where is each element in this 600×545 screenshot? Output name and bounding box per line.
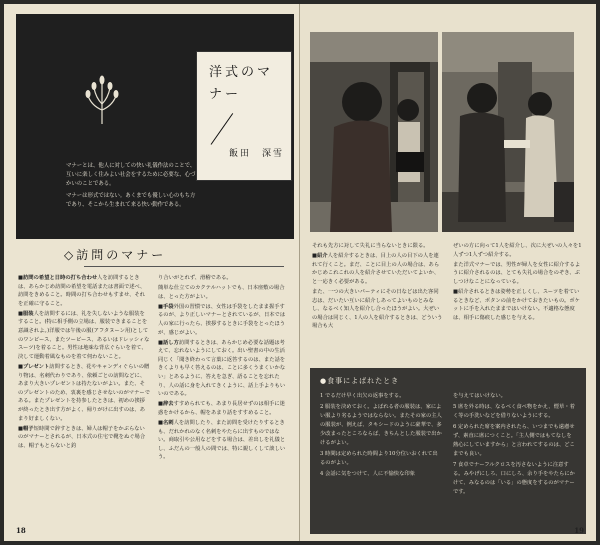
paragraph-text: り合いがとれず、滑稽である。 <box>158 275 232 281</box>
photo-image <box>442 32 574 232</box>
text-column <box>312 242 443 360</box>
box-heading: ●食事によばれたとき <box>320 377 400 385</box>
box-item: 2 服装を決めておく。よばれる者の服装は、家によい服より劣るようではならない。またその家の主人の服装が、例えば、タキシードのように豪華で、多少改まったところならば、きちんとした服装で出かけるがよい。 <box>320 404 442 446</box>
photo-offering-gift <box>442 32 574 232</box>
paragraph-text: 簡単な仕立てのカクテルハットでも、日本座敷の場合は、とった方がよい。 <box>158 285 285 300</box>
paragraph <box>453 288 584 322</box>
flower-illustration-icon <box>82 70 122 126</box>
text-column <box>158 274 290 519</box>
paragraph-text: それも先方に対して失礼に当らないときに限る。 <box>312 243 429 249</box>
dinner-invitation-box <box>310 368 586 534</box>
paragraph-heading: ■プレゼント <box>18 363 50 370</box>
paragraph <box>158 400 290 417</box>
paragraph <box>158 419 290 462</box>
page-number: 19 <box>574 526 584 535</box>
paragraph-text: 人を訪問するときは、あらかじめ訪問の希望を電話または書面で述べ、訪問をきめること。時間の打ち合わせもすませ、それを正確に守ること。 <box>18 275 146 307</box>
box-item: 3 時間は定められた時間より10分位いおくれて出るのがよい。 <box>320 451 438 466</box>
paragraph <box>18 363 150 423</box>
paragraph <box>18 274 150 308</box>
paragraph-heading: ■名刺 <box>158 420 174 426</box>
paragraph-heading: ■話し方 <box>158 339 179 346</box>
paragraph <box>158 284 290 301</box>
paragraph-text: 外国の習慣では、女性は手袋をしたまま握手するのが、より正しいマナーとされているが、日本では人の家に行ったら、挨拶するときに手袋をとったほうが、感じがよい。 <box>158 303 286 336</box>
paragraph-text: また洋式マナーでは、男性が婦人を女性に紹介するように紹介されるのは、とても失礼の場合をのぞき、ぶしつけなことになっている。 <box>453 261 581 285</box>
box-item: 4 会話に気をつけて、人に不愉快な印象 <box>320 471 415 477</box>
box-item: 7 食卓でナーフルクロスを汚さないように注意する。みやげにしろ、口にしろ、余り手をやたらにかけて、みなるのは「いる」の態度をするのがマナーです。 <box>453 462 575 495</box>
box-item: を与えてはいけない。 <box>453 393 506 399</box>
title-panel <box>16 14 294 239</box>
title-box <box>196 51 292 181</box>
section-title: ◇訪問のマナー <box>64 248 167 262</box>
paragraph-text: 人を紹介するときは、目上の人の目下の人を連れて行くこと。まだ、ことに目上の人の場合は、あらかじめこれこれの人を紹介させていただいてよいか、と一応きく必要がある。 <box>312 253 440 285</box>
paragraph-text: 訪問するときは、あらかじめ必要な話題は考えて、忘れないようにしておく。出い聖書の中の生活同じく「聞き終わって言葉に返答するのは、また話をきくよりも早く答えるのは、ことに多くうまくいかない」とあるように、答えを急ぎ、語ることを忘れたり、人の話に身を入れてきくように、話上手よりもいいのである。 <box>158 339 286 398</box>
paragraph-text: すすめられても、あまり長居せずのは相手に迷惑をかけるから、帽をあまり話をすすめること。 <box>158 401 285 416</box>
box-columns <box>320 392 576 499</box>
paragraph-text: ■紹介されるときは姿勢を正しくし、スーツを着ているときなど、ボタンの前をかけておきたいもの。ポケットに手を入れたままではいけない。不適格な態度は、相手に傷痕した感じを与える。 <box>453 288 580 321</box>
intro-paragraph: マナーとは、他人に対しての快い礼儀作法のことで、互いに楽しく住みよい社会をするために必要な、心づかいのことである。 <box>66 163 196 187</box>
intro-text <box>66 162 198 213</box>
paragraph-text: 人を訪問するには、礼を失しないような服装をすること。(特に相手側の立場は、服装できまることを意識されよ。)洋服では午後の服(アフタヌーン用)としてのワンピース、またツーピース、あるいはドレッシィなスーツ)を着ること。男性は地味な背広ぐらいを着て、決して運動着風なものを着て伺わないこと。 <box>18 310 150 360</box>
text-column <box>453 242 584 360</box>
paragraph <box>453 261 584 287</box>
paragraph <box>312 288 443 331</box>
paragraph-heading: ■帽子 <box>18 425 34 432</box>
right-body-columns <box>312 242 584 360</box>
paragraph <box>312 242 443 251</box>
paragraph-text: ぜいの方に向って1人を紹介し、次に大ぜいの人々を1人ずつ1人ずつ紹介する。 <box>453 243 582 258</box>
box-item: 1 でるだけ早く出欠の返事をする。 <box>320 393 405 399</box>
paragraph <box>158 303 290 337</box>
text-column <box>18 274 150 519</box>
box-column <box>453 392 576 499</box>
paragraph-heading: ■訪問の希望と日時の打ち合わせ <box>18 275 98 281</box>
intro-paragraph: マナーは形式ではない。あくまでも優しい心のもち方であり、そこから生まれて来る快い動作である。 <box>66 193 196 208</box>
box-item: 6 定められた席を案内されたら、いつまでも遠慮せず、素直に席につくこと。「主人側ではもてなしを熱心にしていますから」と言われてするのは、どこまでも良い。 <box>453 424 575 457</box>
paragraph <box>158 339 290 399</box>
box-column <box>320 392 443 499</box>
left-body-columns <box>18 274 290 519</box>
paragraph <box>312 252 443 286</box>
paragraph-heading: ■辞去 <box>158 401 174 408</box>
paragraph-text: 人を訪問したり、また訪問を受けたりするときも、だれかれのなく名刺をやたらに出すものではない。商取引や公用などをする場合は、差出しを礼儀とし、ふだんの一般人の間では、特に親しくして談しいう。 <box>158 420 286 461</box>
author-name: 飯田 深雪 <box>229 149 285 159</box>
section-rule <box>84 266 284 267</box>
paragraph-heading: ■紹介 <box>312 253 328 260</box>
paragraph-heading: ■服装 <box>18 310 34 317</box>
photo-image <box>310 32 438 232</box>
paragraph-text: 短時間で辞すときは、婦人は帽子をかぶらないのがマナーとされるが、日本式の住宅で靴をぬぐ場合は、帽子もとらないと釣 <box>18 425 146 449</box>
paragraph <box>18 425 150 451</box>
paragraph-text: 訪問するとき、花やキャンディぐらいの贈り物は、名刺代わりであり、依頼ごとの訪問などに、あまり大きいプレゼントは持たないがよい。また、そのプレゼントのため、衷裏を感じさせないのがマナーである。またプレゼントを持参したときは、初めの挨拶が終ったとき出す方がよく、帰りがけに出すのは、あまり好ましくない。 <box>18 363 150 422</box>
paragraph-text: また、一つの大きいパーティにその日などは出た客同志は、だいたい互いに紹介しあってよいものとみなし、なるべく知人を紹介し合ったほうがよい。大ぜいの場合は同じく、1人の人を紹介するときは、どういう場合も大 <box>312 288 443 330</box>
box-item: 5 席を外る時は、なるべく食べ物をかえ、煙草・着く等の手洗いなどを借りないようにする。 <box>453 404 575 419</box>
right-page <box>300 4 596 541</box>
paragraph-heading: ■手袋 <box>158 303 174 310</box>
title-slash-divider <box>211 113 234 145</box>
left-page <box>4 4 300 541</box>
article-title: 洋式のマナー <box>209 65 274 102</box>
paragraph <box>453 242 584 259</box>
magazine-spread <box>4 4 596 541</box>
paragraph <box>158 274 290 283</box>
paragraph <box>18 310 150 362</box>
page-number: 18 <box>16 526 26 535</box>
photo-doorway-greeting <box>310 32 438 232</box>
